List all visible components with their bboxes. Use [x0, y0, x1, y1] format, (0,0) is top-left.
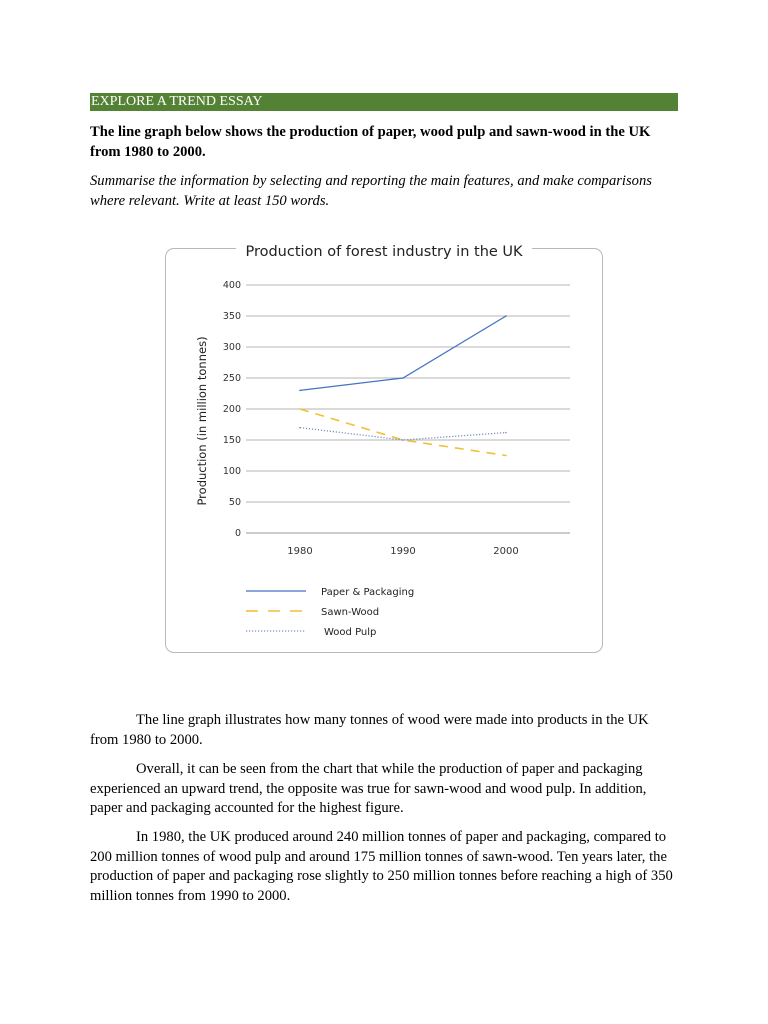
y-axis-label: Production (in million tonnes) — [195, 336, 209, 506]
task-instruction: Summarise the information by selecting and reporting the main features, and make comparisons where relevant. Write at least 150 words. — [90, 173, 652, 209]
essay-paragraph-3: In 1980, the UK produced around 240 million tonnes of paper and packaging, compared to 200 million tonnes of wood pulp and around 175 million tonnes of sawn-wood. Ten years later, the production of paper and packaging rose slightly to 250 million tonnes before reaching a high of 350 million tonnes from 1990 to 2000. — [90, 829, 673, 904]
y-tick-label: 350 — [222, 311, 241, 322]
legend-label: Wood Pulp — [324, 627, 377, 638]
chart-title: Production of forest industry in the UK — [245, 244, 523, 260]
y-tick-label: 200 — [222, 404, 241, 415]
data-point — [402, 377, 404, 379]
x-tick-label: 1990 — [390, 546, 416, 557]
y-tick-label: 300 — [222, 342, 241, 353]
data-point — [299, 390, 301, 392]
x-tick-label: 1980 — [287, 546, 313, 557]
y-tick-label: 0 — [234, 528, 241, 539]
section-banner: EXPLORE A TREND ESSAY — [90, 93, 678, 111]
essay-paragraph-1: The line graph illustrates how many tonnes of wood were made into products in the UK from 1980 to 2000. — [90, 712, 649, 748]
legend-label: Paper & Packaging — [321, 587, 415, 598]
x-tick-label: 2000 — [493, 546, 519, 557]
y-tick-label: 100 — [222, 466, 241, 477]
data-point — [402, 439, 404, 441]
series-line-paper-packaging — [300, 316, 506, 390]
data-point — [505, 315, 507, 317]
legend-label: Sawn-Wood — [321, 607, 380, 618]
data-point — [505, 432, 507, 434]
y-tick-label: 250 — [222, 373, 241, 384]
series-line-sawn-wood — [300, 409, 506, 456]
y-tick-label: 50 — [228, 497, 241, 508]
y-tick-label: 150 — [222, 435, 241, 446]
data-point — [299, 427, 301, 429]
task-title: The line graph below shows the production of paper, wood pulp and sawn-wood in the UK from 1980 to 2000. — [90, 124, 651, 160]
essay-paragraph-2: Overall, it can be seen from the chart that while the production of paper and packaging experienced an upward trend, the opposite was true for sawn-wood and wood pulp. In addition, paper and packaging accounted for the highest figure. — [90, 761, 647, 816]
data-point — [299, 408, 301, 410]
data-point — [505, 455, 507, 457]
series-line-wood-pulp — [300, 428, 506, 440]
y-tick-label: 400 — [222, 280, 241, 291]
